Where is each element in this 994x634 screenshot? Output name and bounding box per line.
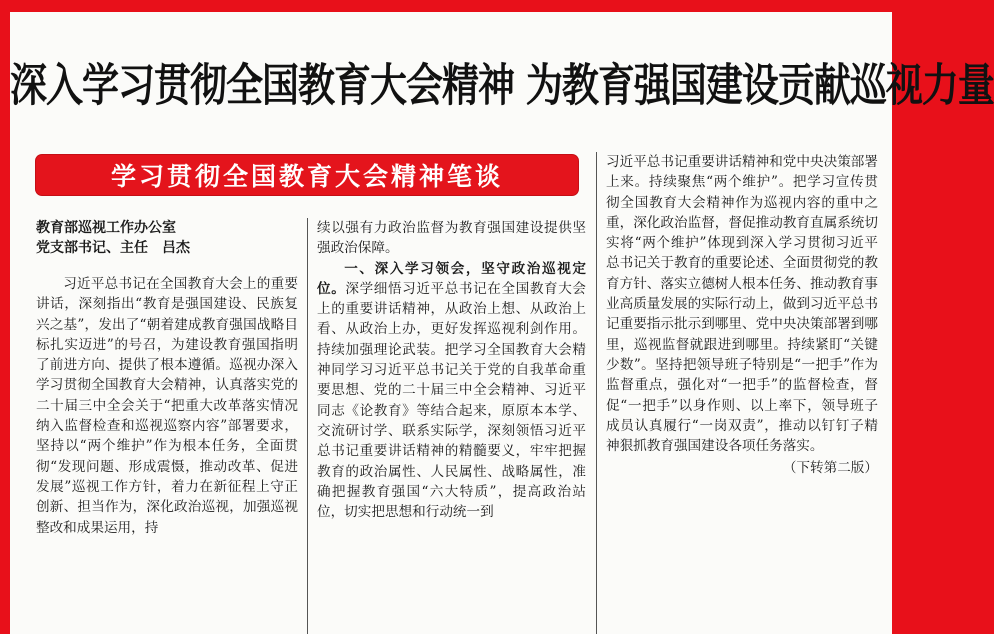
continued-note: （下转第二版） — [782, 460, 878, 477]
newspaper-page — [10, 12, 994, 634]
paragraph: 习近平总书记重要讲话精神和党中央决策部署上来。持续聚焦“两个维护”。把学习宣传贯彻全国教育大会精神作为巡视内容的重中之重，深化政治监督，督促推动教育直属系统切实将“两个维护”体现到深入学习贯彻习近平总书记关于教育的重要论述、全面贯彻党的教育方针、落实立德树人根本任务、推动教育事业高质量发展的实际行动上，做到习近平总书记重要指示批示到哪里、党中央决策部署到哪里，巡视监督就跟进到哪里。持续紧盯“关键少数”。坚持把领导班子特别是“一把手”作为监督重点，强化对“一把手”的监督检查，督促“一把手”以身作则、以上率下，领导班子成员认真履行“一岗双责”，推动以钉钉子精神狠抓教育强国建设各项任务落实。 — [606, 154, 878, 455]
paragraph: 续以强有力政治监督为教育强国建设提供坚强政治保障。 — [317, 220, 586, 257]
banner-title: 学习贯彻全国教育大会精神笔谈 — [110, 162, 503, 191]
headline: 深入学习贯彻全国教育大会精神 为教育强国建设贡献巡视力量 — [10, 58, 994, 112]
column-banner — [36, 155, 578, 195]
article-column-1 — [36, 218, 298, 538]
paragraph: 习近平总书记在全国教育大会上的重要讲话，深刻指出“教育是强国建设、民族复兴之基”，发出了“朝着建成教育强国战略目标扎实迈进”的号召，为建设教育强国指明了前进方向、提供了根本遵循。巡视办深入学习贯彻全国教育大会精神，认真落实党的二十届三中全会关于“把重大改革落实情况纳入监督检查和巡视巡察内容”部署要求，坚持以“两个维护”作为根本任务，全面贯彻“发现问题、形成震慑，推动改革、促进发展”巡视工作方针，着力在新征程上守正创新、担当作为，深化政治巡视，加强巡视整改和成果运用，持 — [36, 276, 298, 536]
article-column-3 — [606, 152, 878, 479]
column-divider — [596, 152, 597, 634]
article-column-2 — [317, 218, 586, 522]
author-block — [36, 218, 298, 258]
author-position: 党支部书记、主任 吕杰 — [36, 240, 190, 256]
section-paragraph — [317, 259, 586, 523]
column-divider — [307, 218, 308, 634]
section-heading: 一、深入学习领会，坚守政治巡视定位。 — [317, 260, 586, 297]
paragraph-text: 深学细悟习近平总书记在全国教育大会上的重要讲话精神，从政治上想、从政治上看、从政治上办，更好发挥巡视利剑作用。持续加强理论武装。把学习全国教育大会精神同学习习近平总书记关于党的自我革命重要思想、党的二十届三中全会精神、习近平同志《论教育》等结合起来，原原本本学、交流研讨学、联系实际学，深刻领悟习近平总书记重要讲话精神的精髓要义，牢牢把握教育的政治属性、人民属性、战略属性，准确把握教育强国“六大特质”，提高政治站位，切实把思想和行动统一到 — [317, 280, 587, 521]
author-organization: 教育部巡视工作办公室 — [36, 220, 176, 236]
